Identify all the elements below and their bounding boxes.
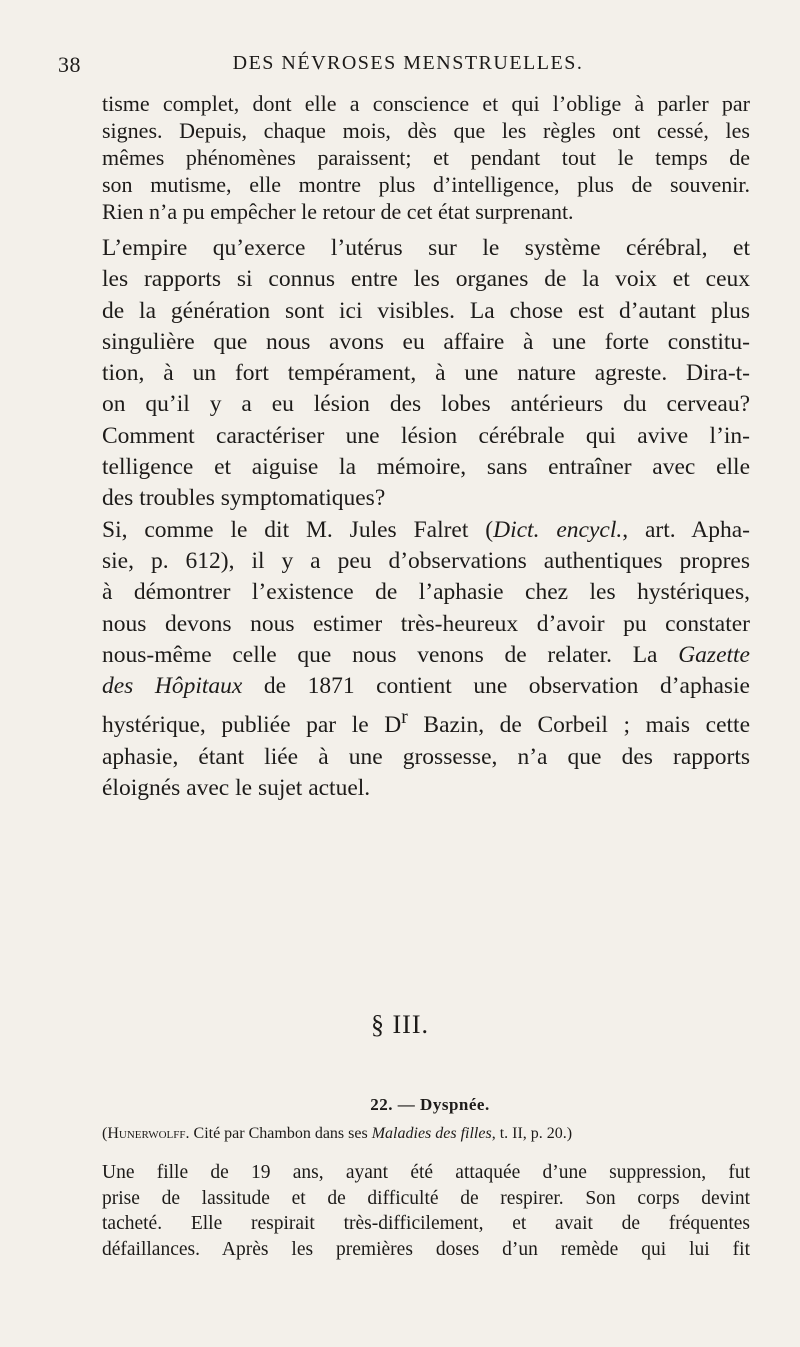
citation-title: Maladies des filles (371, 1125, 492, 1142)
text-fragment: ( (102, 1125, 108, 1142)
paragraph-continued (102, 90, 750, 225)
text-line (102, 515, 750, 546)
text-line: Une fille de 19 ans, ayant été attaquée d’une suppression, fut (102, 1162, 750, 1183)
text-line: de la génération sont ici visibles. La chose est d’autant plus (102, 297, 750, 324)
section-heading: § III. (371, 1010, 429, 1039)
text-fragment: Bazin, de Corbeil ; mais cette (407, 712, 750, 739)
text-line: tacheté. Elle respirait très-difficilement, et avait de fréquentes (102, 1213, 750, 1235)
text-fragment: , t. II, p. 20.) (491, 1125, 573, 1142)
page-header (58, 52, 758, 92)
text-line: on qu’il y a eu lésion des lobes antérieurs du cerveau? (102, 391, 750, 418)
text-line: telligence et aiguise la mémoire, sans entraîner avec elle (102, 454, 750, 481)
running-head: DES NÉVROSES MENSTRUELLES. (232, 52, 584, 74)
text-line: signes. Depuis, chaque mois, dès que les règles ont cessé, les (102, 118, 750, 143)
journal-title: Gazette (678, 641, 750, 668)
text-line (102, 671, 750, 702)
text-line: L’empire qu’exerce l’utérus sur le système cérébral, et (102, 235, 750, 261)
text-line: aphasie, étant liée à une grossesse, n’a que des rapports (102, 743, 750, 770)
text-line: des troubles symptomatiques? (102, 485, 386, 512)
text-fragment: nous-même celle que nous venons de relater. La (102, 641, 679, 668)
case-citation (102, 1125, 750, 1143)
case-subheading: 22. — Dyspnée. (370, 1095, 490, 1114)
paragraph-case (102, 1160, 750, 1262)
text-fragment: Si, comme le dit M. Jules Falret ( (102, 516, 494, 543)
journal-title: des Hôpitaux (102, 673, 243, 700)
paragraph-commentary (102, 233, 750, 804)
text-line: Comment caractériser une lésion cérébrale qui avive l’in- (102, 422, 750, 449)
text-line: sie, p. 612), il y a peu d’observations authentiques propres (102, 547, 750, 574)
superscript: r (401, 707, 408, 729)
page-number: 38 (58, 52, 81, 77)
text-line: prise de lassitude et de difficulté de respirer. Son corps devint (102, 1187, 750, 1209)
text-line (102, 702, 750, 741)
text-line: Rien n’a pu empêcher le retour de cet état surprenant. (102, 199, 574, 224)
text-line: défaillances. Après les premières doses d’un remède qui lui fit (102, 1238, 750, 1260)
text-line: les rapports si connus entre les organes de la voix et ceux (102, 266, 750, 293)
text-fragment: , art. Apha- (622, 516, 750, 543)
text-line: mêmes phénomènes paraissent; et pendant tout le temps de (102, 145, 750, 170)
text-line: éloignés avec le sujet actuel. (102, 774, 371, 801)
text-line: tion, à un fort tempérament, à une nature agreste. Dira-t- (102, 360, 750, 387)
text-line: tisme complet, dont elle a conscience et qui l’oblige à parler par (102, 91, 750, 116)
reference-title: Dict. encycl. (493, 516, 623, 543)
text-line: nous devons nous estimer très-heureux d’avoir pu constater (102, 610, 750, 637)
text-fragment: hystérique, publiée par le D (102, 712, 402, 739)
text-line: singulière que nous avons eu affaire à une forte constitu- (102, 328, 750, 355)
text-line: à démontrer l’existence de l’aphasie chez les hystériques, (102, 579, 750, 606)
text-fragment: de 1871 contient une observation d’aphasie (242, 673, 750, 700)
citation-author: Hunerwolff (107, 1125, 186, 1142)
text-line (102, 640, 750, 671)
text-line: son mutisme, elle montre plus d’intelligence, plus de souvenir. (102, 172, 750, 197)
text-fragment: . Cité par Chambon dans ses (185, 1125, 372, 1142)
